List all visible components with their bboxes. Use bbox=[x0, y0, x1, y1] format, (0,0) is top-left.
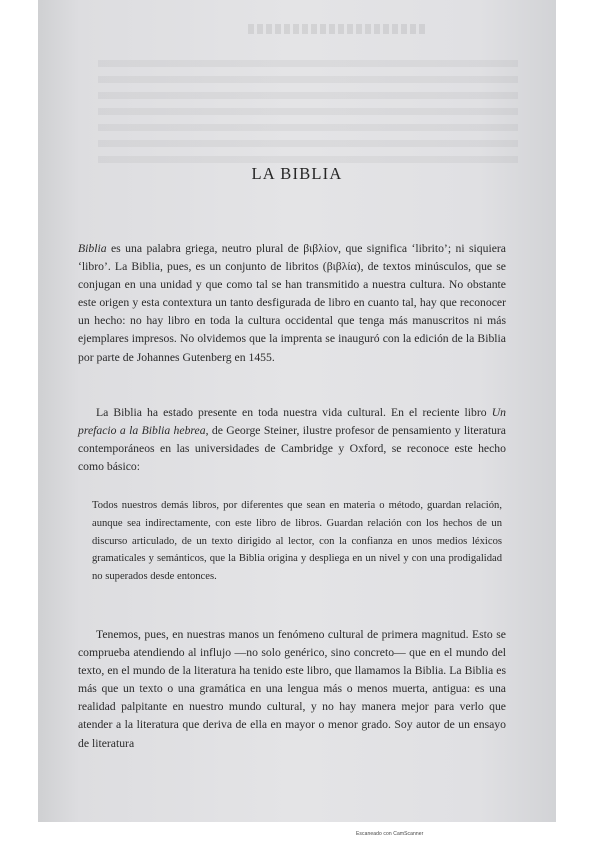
bleed-through-header bbox=[248, 24, 428, 34]
scanner-watermark: Escaneado con CamScanner bbox=[356, 831, 424, 837]
paragraph-2-after: , de George Steiner, ilustre profesor de pensamiento y literatura contemporáneos en las universidades de Cambridge y Oxford, se reconoce este hecho como básico: bbox=[78, 424, 506, 474]
paragraph-3: Tenemos, pues, en nuestras manos un fenómeno cultural de primera magnitud. Esto se comprueba atendiendo al influjo —no solo genérico, sino concreto— que en el mundo del texto, en el mundo de la literatura ha tenido este libro, que llamamos la Biblia. La Biblia es más que un texto o una gramática en una lengua más o menos muerta, antigua: es una realidad palpitante en nuestro mundo cultural, y no hay manera mejor para verlo que atender a la literatura que deriva de ella en mayor o menor grado. Soy autor de un ensayo de literatura bbox=[78, 628, 506, 750]
chapter-title: LA BIBLIA bbox=[251, 164, 343, 183]
paragraph-1 bbox=[78, 240, 506, 367]
block-quote: Todos nuestros demás libros, por diferentes que sean en materia o método, guardan relación, aunque sea indirectamente, con este libro de libros. Guardan relación con los hechos de un discurso articulado, de un texto dirigido al lector, con la confianza en unos medios léxicos gramaticales y semánticos, que la Biblia origina y despliega en un nivel y con una prodigalidad no superados desde entonces. bbox=[92, 500, 502, 583]
bleed-through-text bbox=[98, 60, 518, 170]
book-title: Un prefacio a la Biblia hebrea bbox=[78, 406, 506, 438]
term-biblia: Biblia bbox=[78, 242, 107, 255]
paragraph-1-text: es una palabra griega, neutro plural de βιβλίον, que significa ‘librito’; ni siquiera ‘libro’. La Biblia, pues, es un conjunto de libritos (βιβλία), de textos minúsculos, que se conjugan en una unidad y que como tal se han transmitido a nuestra cultura. No obstante este origen y esta contextura un tanto desfigurada de libro en cuanto tal, hay que reconocer un hecho: no hay libro en toda la cultura occidental que tenga más manuscritos ni más ejemplares impresos. No olvidemos que la imprenta se inauguró con la edición de la Biblia por parte de Johannes Gutenberg en 1455. bbox=[78, 242, 506, 364]
paragraph-2 bbox=[78, 404, 506, 476]
paragraph-2-before: La Biblia ha estado presente en toda nuestra vida cultural. En el reciente libro bbox=[96, 406, 492, 419]
scanned-page bbox=[38, 0, 556, 822]
